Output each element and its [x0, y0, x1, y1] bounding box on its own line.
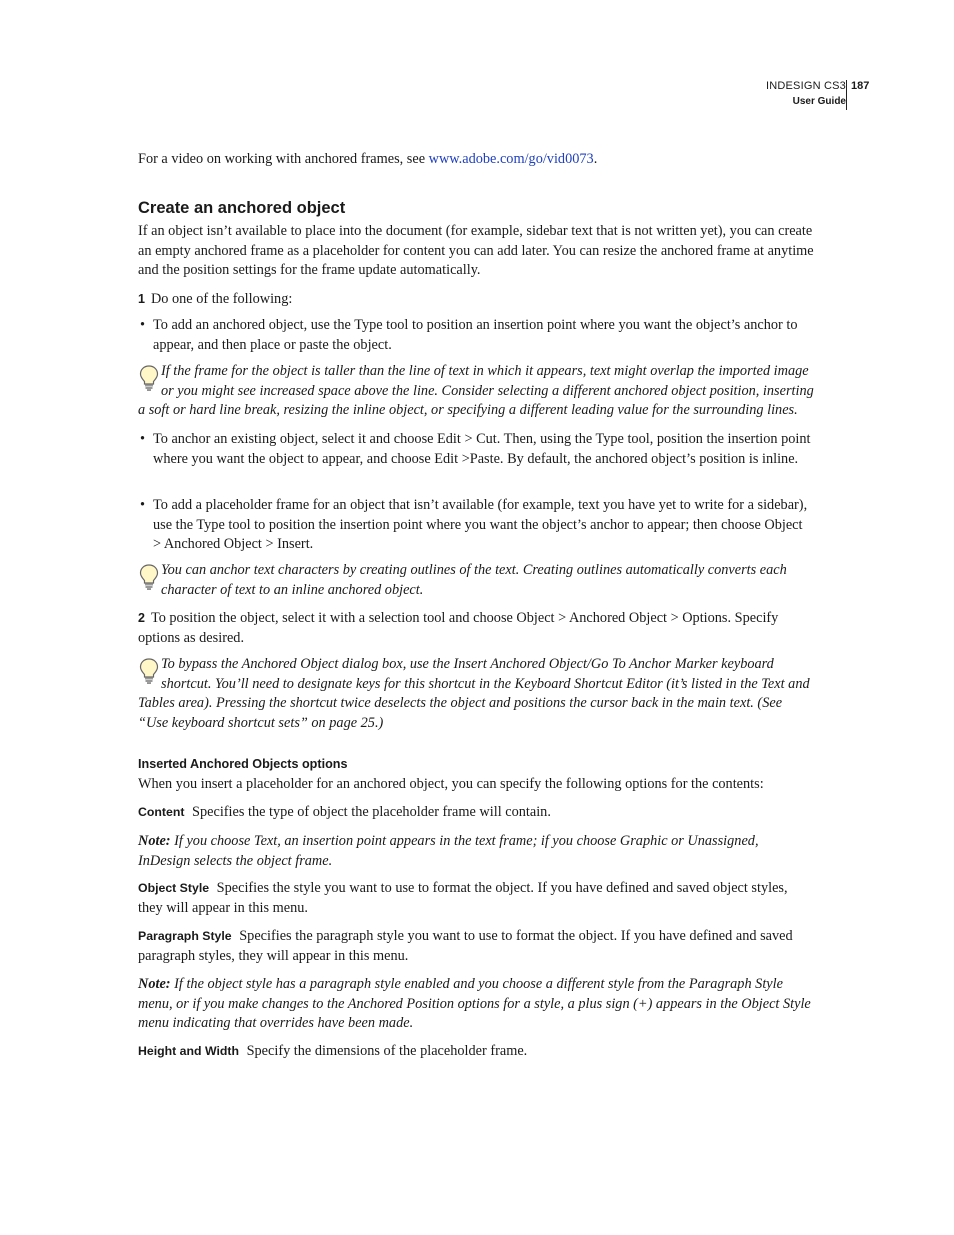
note-2: Note: If the object style has a paragraph style enabled and you choose a different style from the Paragraph Style menu, or if you make changes to the Anchored Position options for a style, a plus sign (+) appears in the Object Style menu indicating that overrides have been made. — [138, 976, 811, 1032]
guide-name: User Guide — [792, 96, 846, 107]
section-paragraph: If an object isn’t available to place into the document (for example, sidebar text that is not written yet), you can create an empty anchored frame as a placeholder for content you can add later. You can resize the anchored frame at anytime and the position settings for the frame update automatically. — [138, 223, 814, 279]
step-2: 2 To position the object, select it with a selection tool and choose Object > Anchored Object > Options. Specify options as desired. — [138, 610, 779, 646]
subsection-paragraph: When you insert a placeholder for an anchored object, you can specify the following options for the contents: — [138, 776, 764, 792]
running-header — [766, 79, 846, 109]
note-1: Note: If you choose Text, an insertion point appears in the text frame; if you choose Graphic or Unassigned, InDesign selects the object frame. — [138, 833, 759, 869]
page-number: 187 — [851, 80, 870, 92]
bullet-dot: • — [140, 317, 146, 333]
header-divider — [846, 80, 847, 110]
lightbulb-icon — [138, 563, 160, 591]
lightbulb-icon — [138, 657, 160, 685]
option-paragraph-style: Paragraph Style Specifies the paragraph style you want to use to format the object. If you have defined and saved paragraph styles, they will appear in this menu. — [138, 928, 793, 964]
bullet-dot: • — [140, 497, 146, 513]
tip-block: You can anchor text characters by creating outlines of the text. Creating outlines automatically converts each character of text to an inline anchored object. — [138, 561, 814, 600]
bullet-dot: • — [140, 431, 146, 447]
intro-paragraph: For a video on working with anchored frames, see www.adobe.com/go/vid0073. — [138, 151, 598, 167]
tip-block: If the frame for the object is taller than the line of text in which it appears, text might overlap the imported image or you might see increased space above the line. Consider selecting a different anchored object position, inserting a soft or hard line break, resizing the inline object, or specifying a different leading value for the surrounding lines. — [138, 363, 814, 419]
step-1: 1 Do one of the following: — [138, 291, 293, 307]
option-content: Content Specifies the type of object the placeholder frame will contain. — [138, 804, 551, 820]
subsection-title: Inserted Anchored Objects options — [138, 757, 348, 771]
tip-block: To bypass the Anchored Object dialog box, use the Insert Anchored Object/Go To Anchor Marker keyboard shortcut. You’ll need to designate keys for this shortcut in the Keyboard Shortcut Editor (it’s listed in the Text and Tables area). Pressing the shortcut twice deselects the object and positions the cursor back in the main text. (See “Use keyboard shortcut sets” on page 25.) — [138, 656, 810, 731]
lightbulb-icon — [138, 364, 160, 392]
product-name: INDESIGN CS3 — [765, 80, 846, 92]
option-height-width: Height and Width Specify the dimensions of the placeholder frame. — [138, 1043, 528, 1059]
bullet-item: • To add an anchored object, use the Type tool to position an insertion point where you want the object’s anchor to appear, and then place or paste the object. — [140, 317, 798, 353]
bullet-item: • To add a placeholder frame for an object that isn’t available (for example, text you have yet to write for a sidebar), use the Type tool to position the insertion point where you want the object’s anchor to appear; then choose Object > Anchored Object > Insert. — [140, 497, 808, 553]
video-link[interactable]: www.adobe.com/go/vid0073 — [428, 151, 594, 167]
option-object-style: Object Style Specifies the style you want to use to format the object. If you have defined and saved object styles, they will appear in this menu. — [138, 880, 788, 916]
bullet-item: • To anchor an existing object, select it and choose Edit > Cut. Then, using the Type tool, position the insertion point where you want the object to appear, and choose Edit >Paste. By default, the anchored object’s position is inline. — [140, 431, 811, 467]
section-title: Create an anchored object — [138, 199, 346, 217]
